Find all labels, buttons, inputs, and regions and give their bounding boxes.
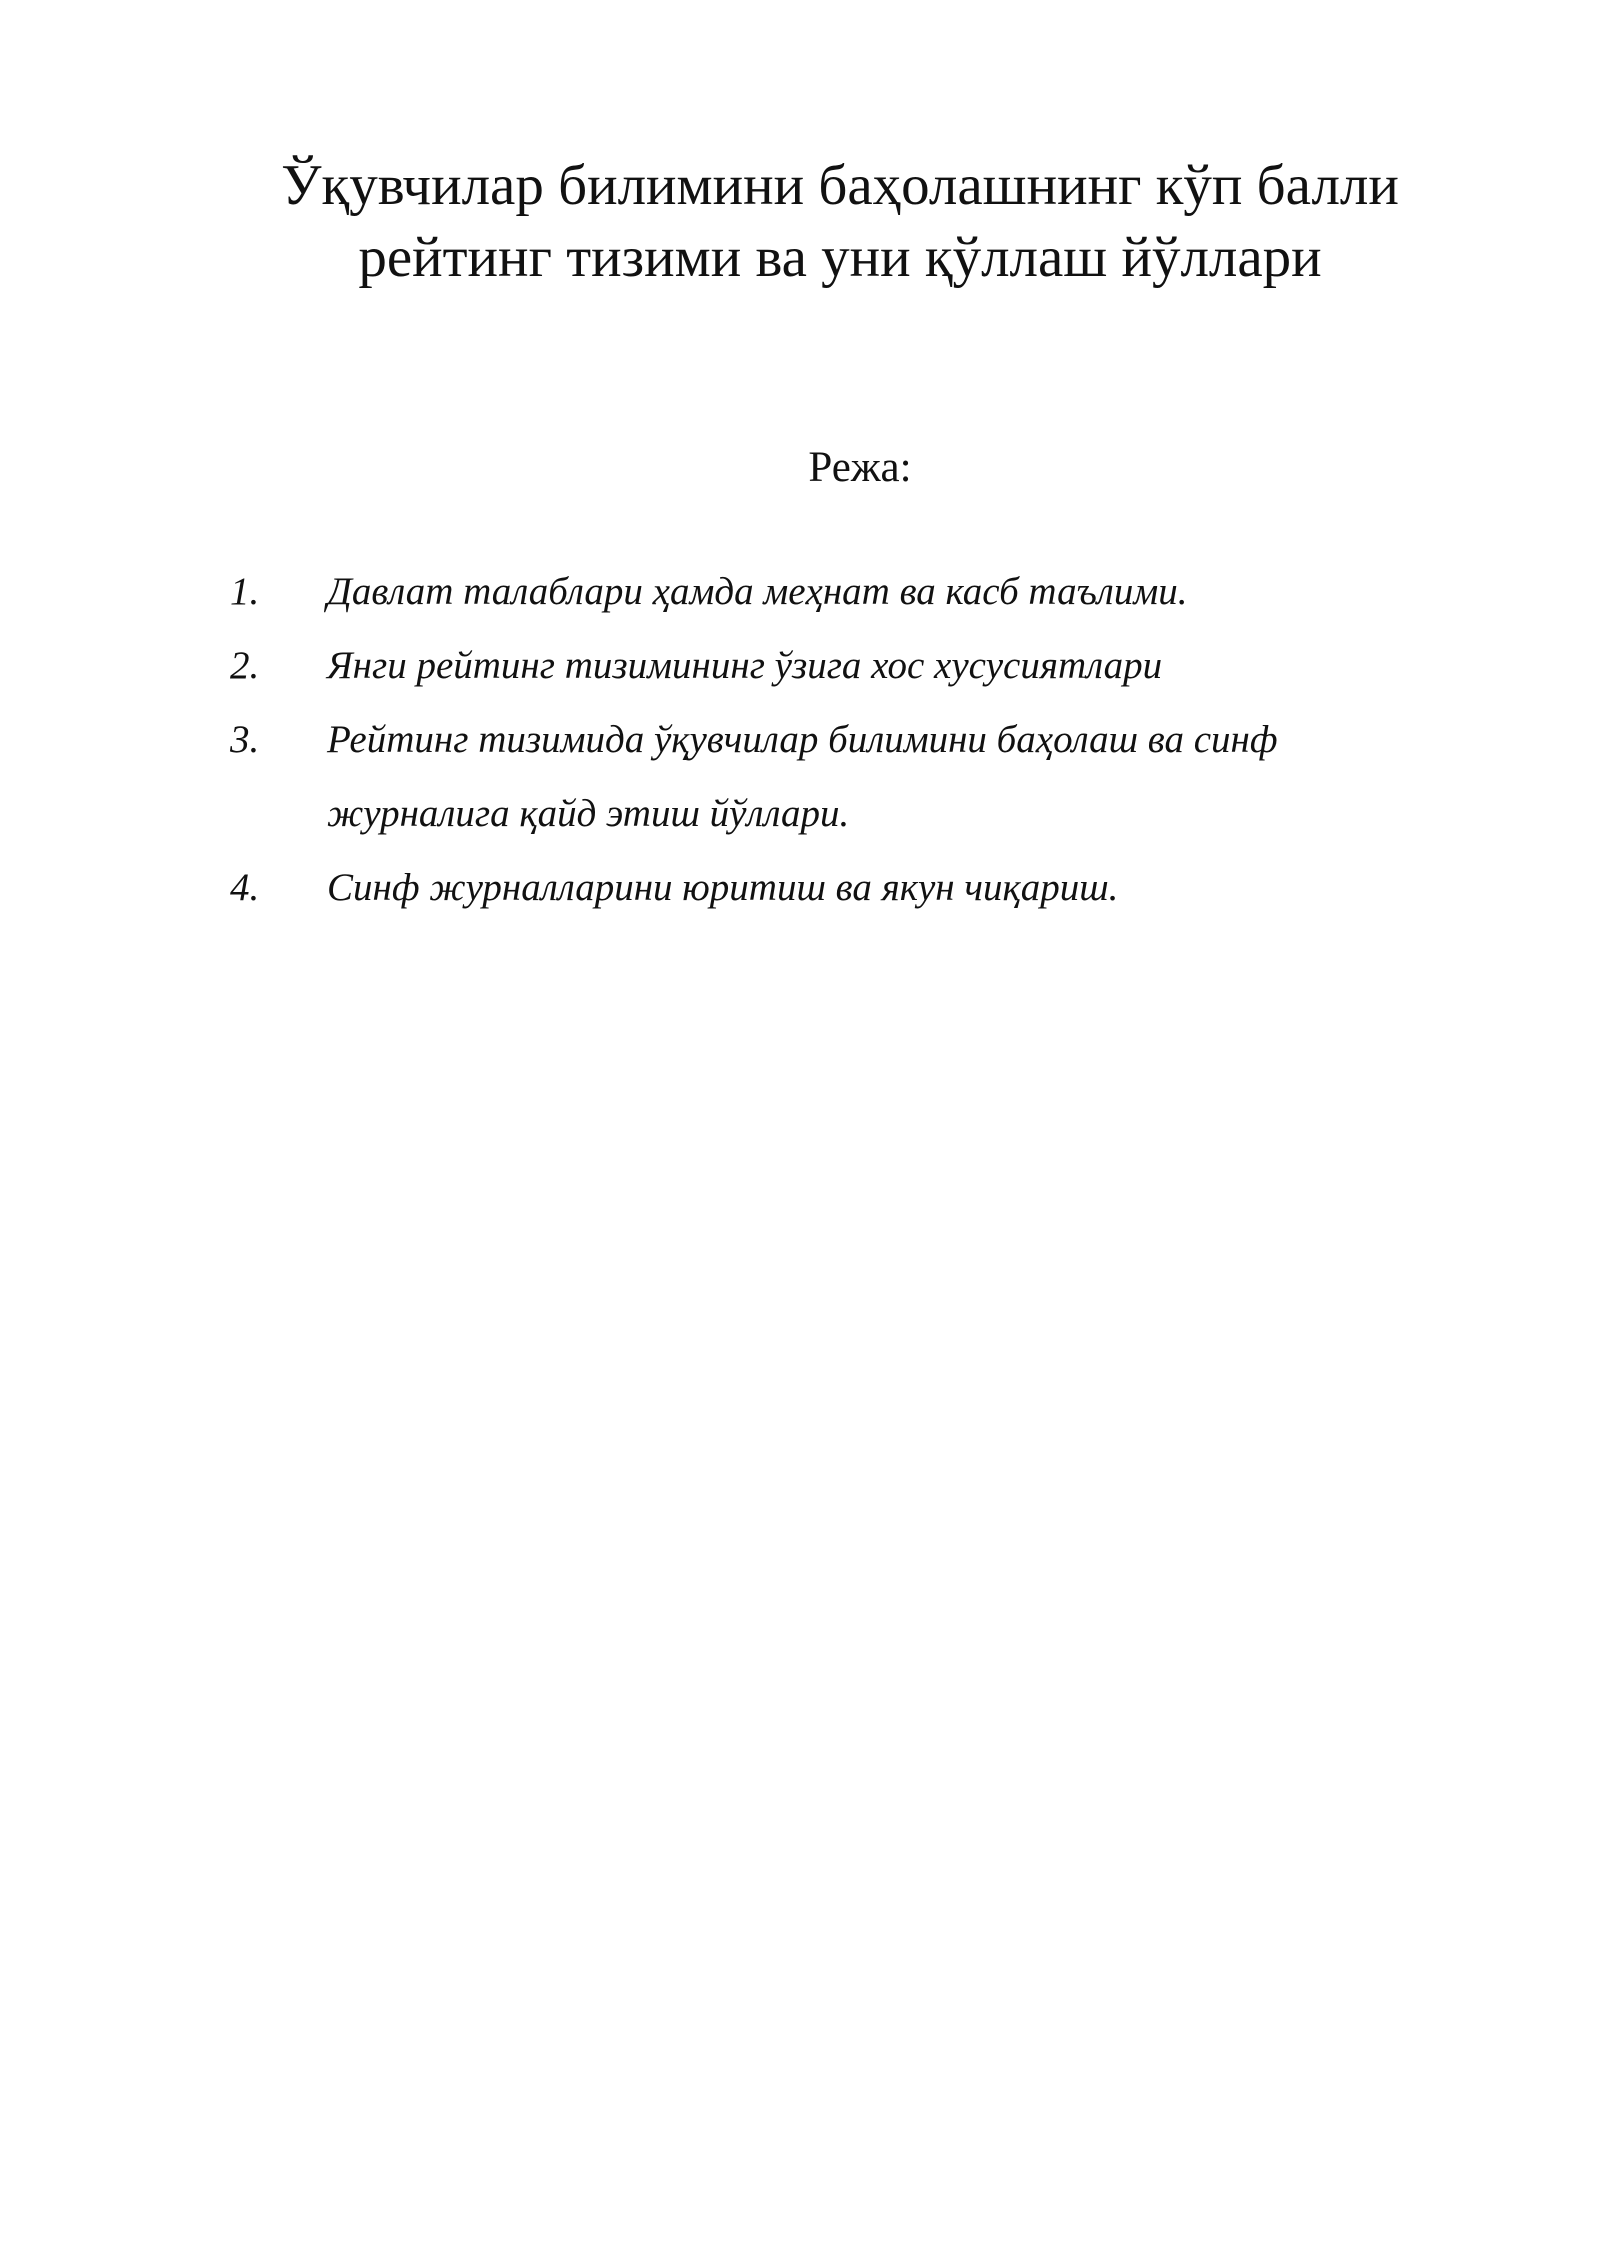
plan-item-number: 3.	[230, 718, 260, 761]
plan-item-1	[0, 555, 1600, 629]
plan-item-text: Синф журналларини юритиш ва якун чиқариш.	[327, 866, 1119, 909]
document-title-line-2: рейтинг тизими ва уни қўллаш йўллари	[358, 226, 1322, 289]
plan-item-number: 2.	[230, 644, 260, 687]
document-title	[240, 150, 1440, 294]
plan-item-text: Давлат талаблари ҳамда меҳнат ва касб таълими.	[327, 570, 1188, 613]
plan-heading: Режа:	[808, 444, 912, 491]
plan-item-text: Янги рейтинг тизимининг ўзига хос хусусиятлари	[327, 644, 1163, 687]
document-title-line-1: Ўқувчилар билимини баҳолашнинг кўп балли	[281, 154, 1399, 217]
plan-list	[0, 555, 1600, 925]
plan-item-4	[0, 851, 1600, 925]
plan-item-number: 4.	[230, 866, 260, 909]
plan-item-2	[0, 629, 1600, 703]
plan-item-number: 1.	[230, 570, 260, 613]
plan-item-3	[0, 703, 1600, 851]
plan-item-text: Рейтинг тизимида ўқувчилар билимини баҳолаш ва синф журналига қайд этиш йўллари.	[327, 718, 1278, 835]
